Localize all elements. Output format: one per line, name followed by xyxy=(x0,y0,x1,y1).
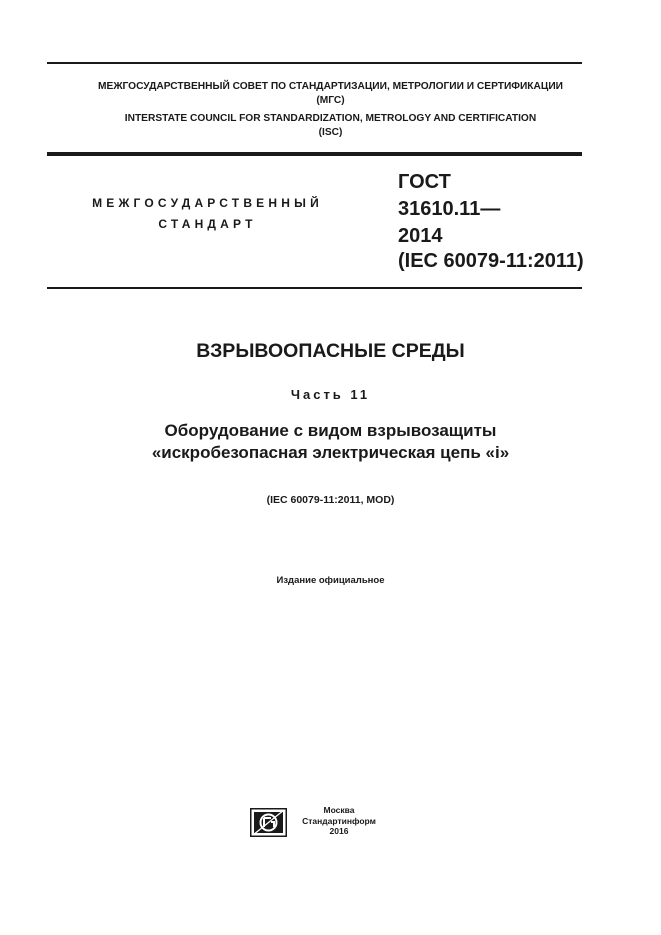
standard-type-line1: МЕЖГОСУДАРСТВЕННЫЙ xyxy=(92,196,323,210)
designation-number: 31610.11— xyxy=(398,198,501,220)
iec-reference: (IEC 60079-11:2011, MOD) xyxy=(266,494,395,506)
top-rule xyxy=(47,62,582,64)
standartinform-logo-icon xyxy=(250,808,287,837)
standard-type-line2: СТАНДАРТ xyxy=(158,217,257,231)
standard-type xyxy=(80,193,335,235)
subtitle-line1: Оборудование с видом взрывозащиты xyxy=(164,421,497,440)
document-title: ВЗРЫВООПАСНЫЕ СРЕДЫ xyxy=(196,340,465,362)
designation-year: 2014 xyxy=(398,225,443,247)
standard-designation xyxy=(398,170,584,274)
publisher-city: Москва xyxy=(323,805,355,815)
council-header xyxy=(0,80,661,140)
council-name-ru: МЕЖГОСУДАРСТВЕННЫЙ СОВЕТ ПО СТАНДАРТИЗАЦИИ, МЕТРОЛОГИИ И СЕРТИФИКАЦИИ xyxy=(98,81,563,92)
council-bottom-rule xyxy=(47,152,582,156)
council-abbr-ru: (МГС) xyxy=(316,95,345,106)
publisher-name: Стандартинформ xyxy=(302,815,376,826)
part-number: Часть 11 xyxy=(290,387,371,402)
designation-iec: (IEC 60079-11:2011) xyxy=(398,250,584,272)
publisher-info xyxy=(294,805,384,837)
document-subtitle xyxy=(0,420,661,464)
edition-note: Издание официальное xyxy=(276,575,385,586)
subtitle-line2: «искробезопасная электрическая цепь «i» xyxy=(151,443,510,462)
publisher-year: 2016 xyxy=(329,826,349,836)
designation-bottom-rule xyxy=(47,287,582,289)
designation-gost: ГОСТ xyxy=(398,171,451,193)
council-name-en: INTERSTATE COUNCIL FOR STANDARDIZATION, METROLOGY AND CERTIFICATION xyxy=(124,113,537,124)
council-abbr-en: (ISC) xyxy=(318,127,343,138)
